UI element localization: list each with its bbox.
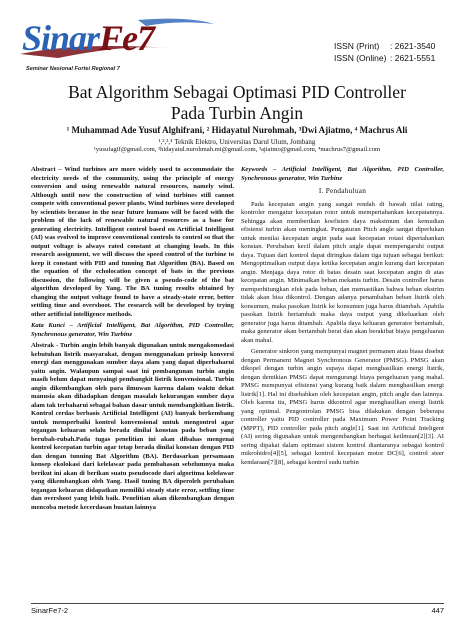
issn-print-value: : 2621-3540 [390,41,436,51]
right-column [241,166,444,470]
author-affiliation: ¹,²,³,⁴ Teknik Elektro, Universitas Darul Ulum, Jombang [158,138,316,146]
footer-label: SinarFe7-2 [31,606,69,615]
intro-paragraph-2: Generator sinkron yang mempunyai magnet permanen atau biasa disebut dengan Permanent Magnet Synchronous Generator (PMSG). PMSG akan dikopel dengan turbin angin supaya dapat menghasilkan energi listrik, dengan demikian PMSG dapat mengurangi biaya pengeluaran yang mahal. PMSG mempunyai efisiensi yang kurang baik dalam menghasilkan energi listrik[1]. Hal ini disebabkan oleh kecepatan angin, pitch angle dan lainnya. Oleh karena itu, PMSG harus dikontrol agar menghasilkan energi listrik yang optimal. Pengontrolan PMSG bisa dilakukan dengan beberapa controller yaitu PID controller pada Maximum Power Point Tracking (MPPT), PID controller pada pitch angle[1]. Saat ini Artificial Inteligent (AI) sering digunakan untuk mengembangkan berbagai keilmuan[2][3]. AI sering dipakai dalam optimasi sistem kontrol diantaranya sebagai kontrol mikrohidro[4][5], sebagai kontrol kecepatan motor DC[6], control steer kendaraan[7][8], sebagai kontrol sudu turbin [241,348,444,466]
footer-divider [31,603,444,604]
issn-print-row [334,40,435,52]
left-column [31,166,234,515]
author-emails: ¹yusufagif@gmail.com, ²hidayatul.nurohmah.mt@gmail.com, ³ajiatmo@gmail.com, ⁴machrus7@gmail.com [93,146,381,153]
paper-title [20,82,454,124]
issn-block [334,40,435,64]
logo-tagline: Seminar Nasional Fortei Regional 7 [26,66,120,72]
section-heading-introduction: I. Pendahuluan [318,187,367,195]
issn-online-value: : 2621-5551 [390,53,436,63]
issn-online-row [334,52,435,64]
author-list: ¹ Muhammad Ade Yusuf Alghifrani, ² Hidayatul Nurohmah, ³Dwi Ajiatmo, ⁴ Machrus Ali [66,125,408,135]
logo-wordmark [22,18,154,58]
logo-part2: Fe7 [99,18,155,58]
page-header [0,0,474,76]
keywords-indonesian: Kata Kunci – Artificial Intelligent, Bat Algorithm, PID Controller, Synchronous generator, Win Turbine [31,322,234,338]
title-line-1: Bat Algorithm Sebagai Optimasi PID Controller [68,82,406,102]
logo-part1: Sinar [22,18,100,58]
intro-paragraph-1: Pada kecepatan angin yang sangat rendah di bawah nilai rating, kontroler mengatur kecepatan rotor untuk mempertahankan kecepatannya. Sehingga akan memberikan koefisien daya maksimum dan kemudian efisiensi turbin akan meningkat. Pengaturan Pitch angle sangat diperlukan untuk menilai kecepatan angin pada saat kecepatan rotasi dipertahankan konstan. Perubahan kecil dalam pitch angle dapat mempengaruhi output daya. Tujuan dari kontrol dapat diringkas dalam tiga tujuan sebagai berikut: Mengoptimalkan output daya ketika kecepatan angin kurang dari kecepatan angin. Menjaga daya rotor di batas desain saat kecepatan angin di atas kecepatan angin. Minimalkan beban mekanis turbin. Desain controller harus memperhitungkan efek pada beban, dan memastikan bahwa beban ekstrim tidak akan bisa dikontrol. Dengan adanya penambahan beban listrik oleh konsumen, maka pasokan listrik ke konsumen juga harus ditambah. Apabila pasokan listrik bertambah maka daya output yang dikeluarkan oleh generator juga harus ditambah. Apabila daya keluaran generator bertambah, maka generator akan bertambah berat dan akan berakibat biaya pengeluaran akan mahal. [241,200,444,344]
conference-logo [18,14,218,74]
issn-print-label: ISSN (Print) [334,41,380,51]
issn-online-label: ISSN (Online) [334,53,387,63]
keywords-english: Keywords – Artificial Intelligent, Bat Algorithm, PID Controller, Synchronous generator, Win Turbine [241,166,444,182]
abstract-english: Abstract – Wind turbines are more widely used to accommodate the electricity needs of the community, using the principle of energy conversion and using renewable natural resources, namely wind. Although until now the construction of wind turbines still cannot compete with conventional power plants. Wind turbines were developed by scientists because in the near future humans will be faced with the problem of the lack of renewable natural resources as a base for generating electricity. Intelligent control based on Artificial Intelligent (AI) was evolved to improve conventional controls to control so that the output voltage is always rated constant at changing loads. In this research assignment, we will discuss the speed control of the turbine to keep it constant with PID and tunning Bat Algorithm (BA). Based on the equation of the echolocation concept of bats in the previous discussion, the following will be given a pseudo-code of the bat algorithm developed by Yang. The BA tuning results obtained by changing the output voltage found to have a steady-state error, better settling time and overshoot. The research will be developed by trying other artificial intelligence methods. [31,166,234,318]
abstract-indonesian: Abstrak - Turbin angin lebih banyak digunakan untuk mengakomodasi kebutuhan listrik masyarakat, dengan menggunakan prinsip konversi energi dan menggunakan sumber daya alam yang dapat diperbaharui yaitu angin. Walaupun sampai saat ini pembangunan turbin angin masih belum dapat menyaingi pembangkit listrik konvensional. Turbin angin dikembangkan oleh para ilmuwan karena dalam waktu dekat manusia akan dihadapkan dengan masalah kekurangan sumber daya alam tak terbaharui sebagai bahan dasar untuk membangkitkan listrik. Kontrol cerdas berbasis Artificial Intelligent (AI) banyak berkembang untuk memperbaiki kontrol konvensional untuk mengontrol agar tegangan keluaran selalu berada dinilai konstan pada beban yang berubah-rubah.Pada tugas penelitian ini akan dibahas mengenai kontrol kecepatan turbin agar tetap berada dinilai konstan dengan PID dan dengan tunning Bat Algorithm (BA). Berdasarkan persamaan konsep ekolokasi dari kelelawar pada pembahasan sebelumnya maka berikut ini akan di berikan suatu pseudocode dari algoritma kelelawar yang dikembangkan oleh Yang. Hasil tuning BA diperoleh perubahan tegangan keluaran didapatkan memiliki steady state error, settling time dan overshoot yang lebih baik. Penelitian akan dikembangkan dengan mencoba metode kecerdasan buatan lainnya [31,342,234,511]
title-line-2: Pada Turbin Angin [170,103,304,123]
page-number: 447 [431,606,444,615]
